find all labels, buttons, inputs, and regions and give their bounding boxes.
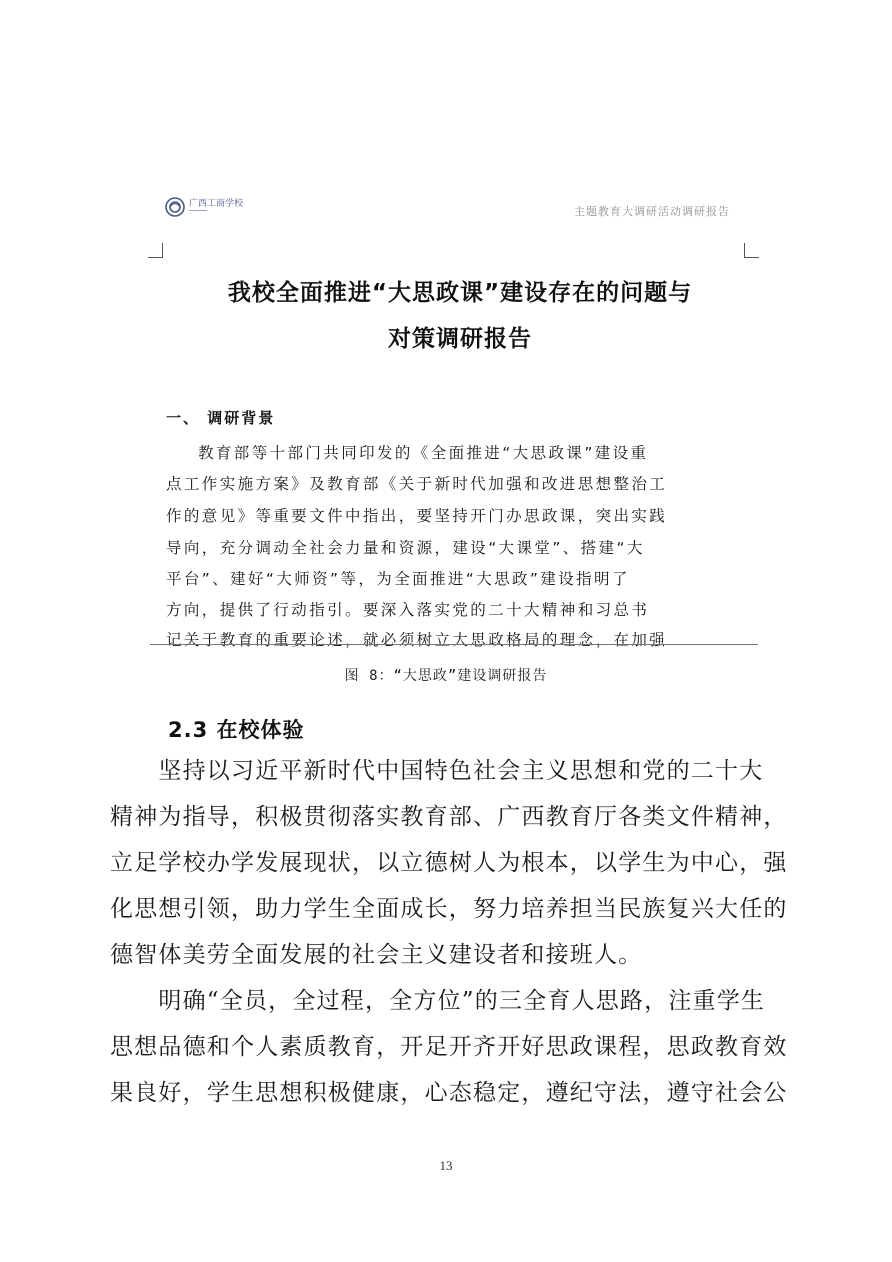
- figure-body-line: 点工作实施方案》及教育部《关于新时代加强和改进思想整治工: [166, 475, 668, 493]
- paragraph-line: 化思想引领，助力学生全面成长，努力培养担当民族复兴大任的: [110, 896, 788, 922]
- page-number: 13: [439, 1158, 453, 1173]
- school-emblem-icon: [165, 197, 185, 217]
- figure-body-line: 教育部等十部门共同印发的《全面推进“大思政课”建设重: [198, 444, 649, 462]
- figure-section-heading: 一、 调研背景: [166, 409, 276, 427]
- figure-body-line: 记关于教育的重要论述，就必须树立大思政格局的理念，在加强: [166, 631, 668, 649]
- figure-title-line-1: 我校全面推进“大思政课”建设存在的问题与: [227, 280, 693, 306]
- paragraph-line: 精神为指导，积极贯彻落实教育部、广西教育厅各类文件精神，: [110, 804, 788, 830]
- figure-body-line: 作的意见》等重要文件中指出，要坚持开门办思政课，突出实践: [166, 507, 668, 525]
- margin-corner-right: [744, 243, 759, 258]
- paragraph-line: 坚持以习近平新时代中国特色社会主义思想和党的二十大: [110, 758, 764, 784]
- paragraph-line: 德智体美劳全面发展的社会主义建设者和接班人。: [110, 942, 643, 968]
- figure-header-title: 主题教育大调研活动调研报告: [574, 205, 730, 218]
- paragraph-line: 立足学校办学发展现状，以立德树人为根本，以学生为中心，强: [110, 850, 788, 876]
- section-heading: 2.3 在校体验: [168, 718, 305, 742]
- figure-body-line: 导向，充分调动全社会力量和资源，建设“大课堂”、搭建“大: [166, 539, 645, 557]
- figure-caption: 图 8：“大思政”建设调研报告: [344, 668, 548, 684]
- figure-crop-line: [150, 644, 758, 645]
- logo-subtext: ━━━━━━: [189, 208, 208, 214]
- figure-title-line-2: 对策调研报告: [388, 326, 532, 352]
- paragraph-line: 果良好，学生思想积极健康，心态稳定，遵纪守法，遵守社会公: [110, 1080, 788, 1106]
- figure-body-line: 方向，提供了行动指引。要深入落实党的二十大精神和习总书: [166, 601, 650, 619]
- margin-corner-left: [148, 243, 163, 258]
- paragraph-line: 明确“全员，全过程，全方位”的三全育人思路，注重学生: [110, 988, 766, 1014]
- logo-text: 广西工商学校: [189, 199, 244, 209]
- figure-body-line: 平台”、建好“大师资”等，为全面推进“大思政”建设指明了: [166, 570, 630, 588]
- paragraph-line: 思想品德和个人素质教育，开足开齐开好思政课程，思政教育效: [110, 1034, 788, 1060]
- school-logo: [165, 196, 257, 218]
